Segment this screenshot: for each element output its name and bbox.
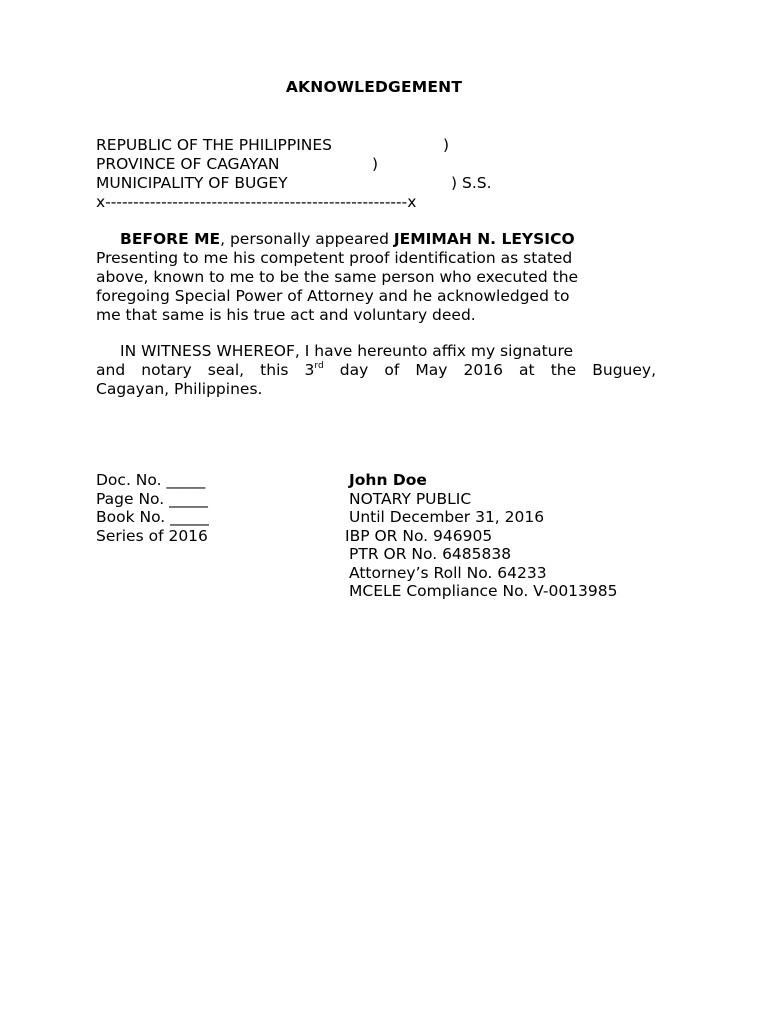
notary-title: NOTARY PUBLIC <box>349 489 472 508</box>
paragraph2-line3: Cagayan, Philippines. <box>96 380 263 398</box>
venue-line-province <box>96 155 656 174</box>
venue-line-municipality <box>96 174 656 193</box>
roll-number: Attorney’s Roll No. 64233 <box>349 563 547 582</box>
mcle-compliance: MCELE Compliance No. V-0013985 <box>349 582 618 600</box>
venue-ss: ) S.S. <box>451 174 492 192</box>
paragraph1-line2: Presenting to me his competent proof identification as stated <box>96 249 573 267</box>
notary-signature-block <box>345 471 669 601</box>
appeared-text: , personally appeared <box>220 230 394 248</box>
venue-line-republic <box>96 136 656 155</box>
venue-province-text: PROVINCE OF CAGAYAN <box>96 155 280 173</box>
venue-separator: x------------------------------------------------------x <box>96 193 417 211</box>
paragraph2-line1: IN WITNESS WHEREOF, I have hereunto affix my signature <box>120 342 574 360</box>
series: Series of 2016 <box>96 526 208 545</box>
paragraph1-line5: me that same is his true act and voluntary deed. <box>96 306 476 324</box>
book-no: Book No. _____ <box>96 508 209 526</box>
ibp-number: IBP OR No. 946905 <box>345 526 493 545</box>
witness-paragraph <box>96 342 656 399</box>
before-me-text: BEFORE ME <box>120 230 221 248</box>
doc-no: Doc. No. _____ <box>96 471 206 489</box>
venue-paren: ) <box>372 155 379 173</box>
paragraph2-line2-pre: and notary seal, this 3 <box>96 361 315 379</box>
paragraph2-line2 <box>96 361 656 380</box>
ordinal-suffix: rd <box>314 361 324 371</box>
notary-name: John Doe <box>349 471 427 489</box>
commission-until: Until December 31, 2016 <box>349 508 545 526</box>
venue-paren: ) <box>443 136 450 154</box>
venue-block <box>96 136 656 212</box>
acknowledgement-paragraph <box>96 230 656 325</box>
document-title: AKNOWLEDGEMENT <box>285 78 463 96</box>
paragraph2-line2-post: day of May 2016 at the Buguey, <box>323 361 656 379</box>
paragraph1-line1 <box>96 230 656 249</box>
page-no: Page No. _____ <box>96 489 208 508</box>
paragraph1-line3: above, known to me to be the same person who executed the <box>96 268 579 286</box>
notarial-register-block <box>96 471 316 545</box>
appearing-party-name: JEMIMAH N. LEYSICO <box>393 230 575 248</box>
venue-municipality-text: MUNICIPALITY OF BUGEY <box>96 174 288 192</box>
ptr-number: PTR OR No. 6485838 <box>349 545 512 563</box>
venue-republic-text: REPUBLIC OF THE PHILIPPINES <box>96 136 333 154</box>
paragraph1-line4: foregoing Special Power of Attorney and he acknowledged to <box>96 287 570 305</box>
